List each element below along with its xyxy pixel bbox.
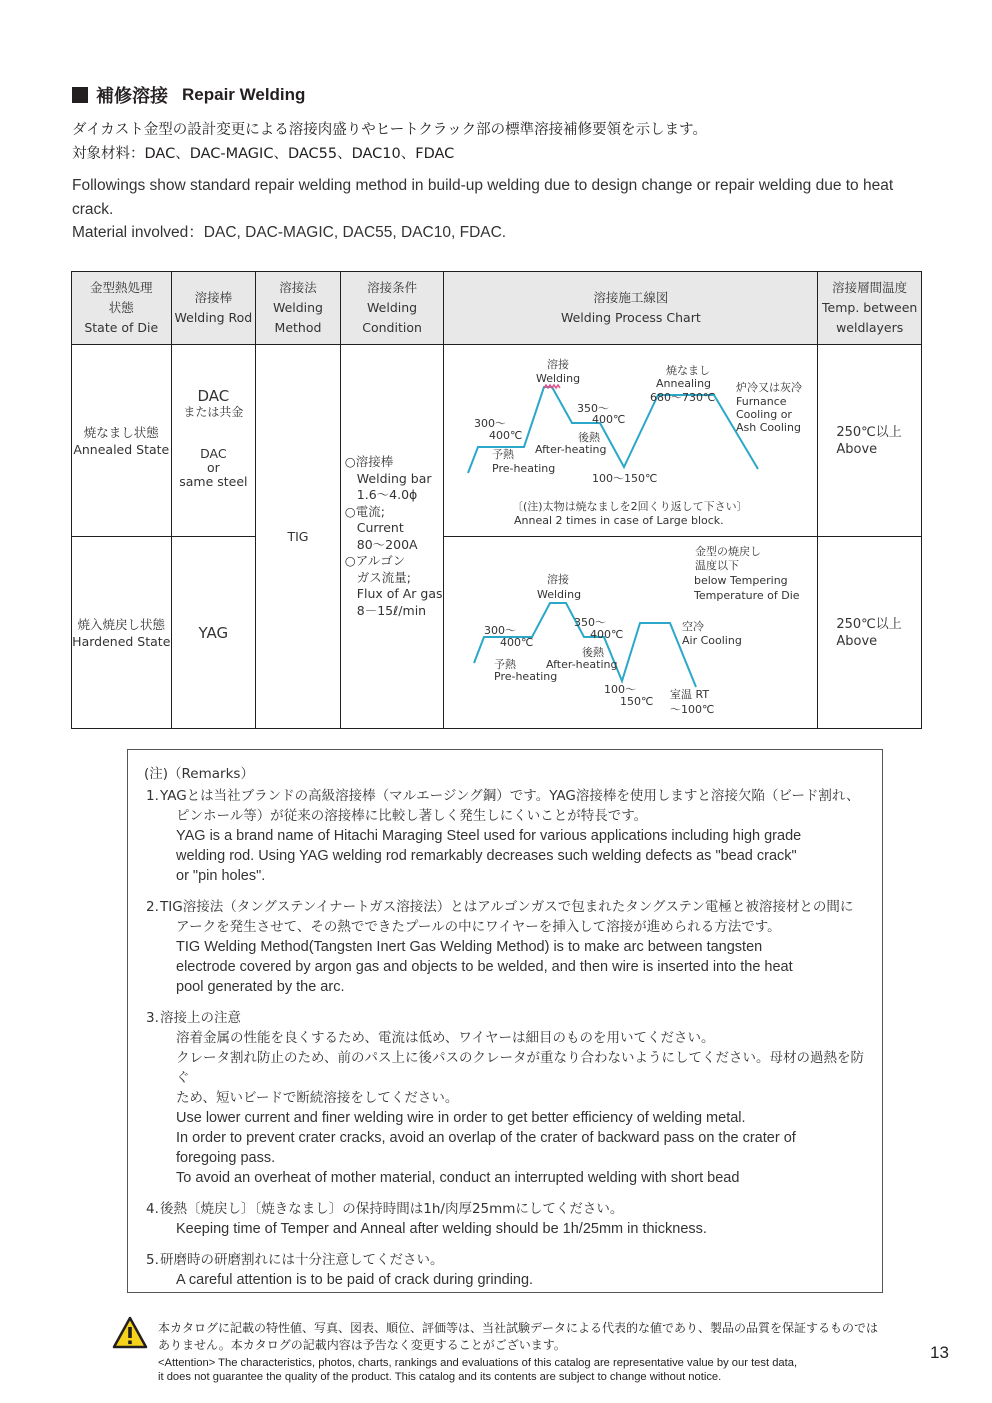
intro-materials-jp: 対象材料：DAC、DAC-MAGIC、DAC55、DAC10、FDAC <box>72 146 455 162</box>
air-en: Air Cooling <box>682 634 743 647</box>
anneal-jp: 焼なまし <box>666 364 711 377</box>
temp-hardened: 250℃以上 Above <box>818 537 922 729</box>
weld-en2: Welding <box>537 588 582 601</box>
intro-jp-line: ダイカスト金型の設計変更による溶接肉盛りやヒートクラック部の標準溶接補修要領を示します。 <box>72 122 707 138</box>
temp-annealed: 250℃以上 Above <box>818 345 922 537</box>
anneal-en: Annealing <box>656 377 712 390</box>
header-rod: 溶接棒 Welding Rod <box>171 272 256 345</box>
welding-condition: ○溶接棒 Welding bar 1.6～4.0ϕ ○電流; Current 80～200A ○アルゴン ガス流量; Flux of Ar gas 8－15ℓ/min <box>340 345 444 729</box>
pre-en: Pre-heating <box>492 462 556 475</box>
table-header-row <box>72 272 922 345</box>
process-chart-hardened <box>444 537 818 729</box>
heading-jp: 補修溶接 <box>96 86 168 107</box>
remark-item: 1.YAGとは当社ブランドの高級溶接棒（マルエージング鋼）です。YAG溶接棒を使用しますと溶接欠陥（ビード割れ、 ピンホール等）が従来の溶接棒に比較し著しく発生しにくいことが特長です。 YAG is a brand name of Hitachi Maraging Steel used for various applications including high grade welding rod. Using YAG welding rod remarkably decreases such welding defects as "bead crack" or "pin holes". <box>146 788 860 884</box>
method-tig: TIG <box>256 345 341 729</box>
header-condition: 溶接条件 Welding Condition <box>340 272 444 345</box>
state-hardened: 焼入焼戻し状態 Hardened State <box>72 537 172 729</box>
annealed-process-diagram <box>444 345 817 533</box>
furnace-en2: Cooling or <box>736 408 793 421</box>
hardened-process-diagram <box>444 537 817 725</box>
low-temp2-2: 150℃ <box>620 695 654 708</box>
intro-materials-en: Material involved：DAC, DAC-MAGIC, DAC55, DAC10, FDAC. <box>72 224 507 241</box>
process-chart-annealed <box>444 345 818 537</box>
furnace-en3: Ash Cooling <box>736 421 802 434</box>
remark-item: 2.TIG溶接法（タングステンイナートガス溶接法）とはアルゴンガスで包まれたタングステン電極と被溶接材との間に アークを発生させて、その熱でできたプールの中にワイヤーを挿入して溶接が進められる方法です。 TIG Welding Method(Tangsten Inert Gas Welding Method) is to make arc between tangsten electrode covered by argon gas and objects to be welded, and then wire is inserted into the heat pool generated by the arc. <box>146 899 854 995</box>
remarks-title: (注)（Remarks） <box>144 766 254 782</box>
temper-en2: Temperature of Die <box>694 589 800 602</box>
rod-yag: YAG <box>171 537 256 729</box>
weld-jp: 溶接 <box>547 358 570 371</box>
pre-temp2-1: 300～ <box>484 624 517 637</box>
state-annealed: 焼なまし状態 Annealed State <box>72 345 172 537</box>
room-temp-2: ～100℃ <box>670 703 715 716</box>
pre-jp2: 予熱 <box>494 658 517 671</box>
pre-en2: Pre-heating <box>494 670 558 683</box>
note-jp: 〔(注)太物は焼なましを2回くり返して下さい〕 <box>512 500 748 513</box>
table-row <box>72 537 922 729</box>
table-row <box>72 345 922 537</box>
low-temp: 100～150℃ <box>592 472 658 485</box>
after-jp: 後熱 <box>578 431 601 444</box>
heading-en: Repair Welding <box>182 85 306 104</box>
header-temp: 溶接層間温度 Temp. between weldlayers <box>818 272 922 345</box>
section-heading <box>72 82 305 108</box>
warning-icon <box>112 1316 148 1350</box>
after-en: After-heating <box>535 443 607 456</box>
page-number: 13 <box>930 1343 949 1362</box>
remark-item: 4.後熱〔焼戻し〕〔焼きなまし〕の保持時間は1h/肉厚25mmにしてください。 Keeping time of Temper and Anneal after welding should be 1h/25mm in thickness. <box>146 1201 707 1237</box>
after-temp2-2: 400℃ <box>590 628 624 641</box>
attention-jp: 本カタログに記載の特性値、写真、図表、順位、評価等は、当社試験データによる代表的な値であり、製品の品質を保証するものでは ありません。本カタログの記載内容は予告なく変更することがございます。 <box>158 1321 879 1352</box>
pre-temp-2: 400℃ <box>489 429 523 442</box>
after-temp-2: 400℃ <box>592 413 626 426</box>
pre-temp-1: 300～ <box>474 417 507 430</box>
anneal-temp: 680～730℃ <box>650 391 716 404</box>
furnace-jp: 炉冷又は灰冷 <box>736 381 803 394</box>
intro-en <box>72 174 902 245</box>
low-temp2-1: 100～ <box>604 683 637 696</box>
temper-en1: below Tempering <box>694 574 789 587</box>
furnace-en1: Furnance <box>736 395 787 408</box>
intro-jp <box>72 118 707 166</box>
after-temp2-1: 350～ <box>574 616 607 629</box>
header-chart: 溶接施工線図 Welding Process Chart <box>444 272 818 345</box>
header-method: 溶接法 Welding Method <box>256 272 341 345</box>
temper-jp1: 金型の焼戻し <box>695 545 762 558</box>
room-temp-1: 室温 RT <box>670 688 710 701</box>
note-en: Anneal 2 times in case of Large block. <box>514 514 724 527</box>
after-jp2: 後熱 <box>582 646 605 659</box>
weld-en: Welding <box>536 372 581 385</box>
after-temp-1: 350～ <box>577 402 610 415</box>
air-jp: 空冷 <box>682 620 705 633</box>
pre-temp2-2: 400℃ <box>500 636 534 649</box>
intro-en-line: Followings show standard repair welding method in build-up welding due to design change or repair welding due to heat crack. <box>72 177 894 218</box>
header-state: 金型熱処理 状態 State of Die <box>72 272 172 345</box>
repair-welding-table <box>71 271 922 729</box>
weld-jp2: 溶接 <box>547 573 570 586</box>
remarks-box <box>127 749 883 1293</box>
remark-item: 5.研磨時の研磨割れには十分注意してください。 A careful attention is to be paid of crack during grinding. <box>146 1252 534 1288</box>
remark-item: 3.溶接上の注意 溶着金属の性能を良くするため、電流は低め、ワイヤーは細目のものを用いてください。 クレータ割れ防止のため、前のパス上に後パスのクレータが重なり合わないようにしてください。母材の過熱を防ぐ ため、短いビードで断続溶接をしてください。 Use lower current and finer welding wire in order to get better efficiency of welding metal. In order to prevent crater cracks, avoid an overlap of the crater of backward pass on the crater of foregoing pass. To avoid an overheat of mother material, conduct an interrupted welding with short bead <box>146 1010 864 1186</box>
temper-jp2: 温度以下 <box>695 559 740 572</box>
square-bullet-icon <box>72 87 88 103</box>
pre-jp: 予熱 <box>492 448 515 461</box>
rod-dac: DAC または共金 DAC or same steel <box>171 345 256 537</box>
after-en2: After-heating <box>546 658 618 671</box>
attention-en: <Attention> The characteristics, photos, charts, rankings and evaluations of this catalog are representative value by our test data, it does not guarantee the quality of the product. This catalog and its contents are subject to change without notice. <box>158 1357 798 1383</box>
